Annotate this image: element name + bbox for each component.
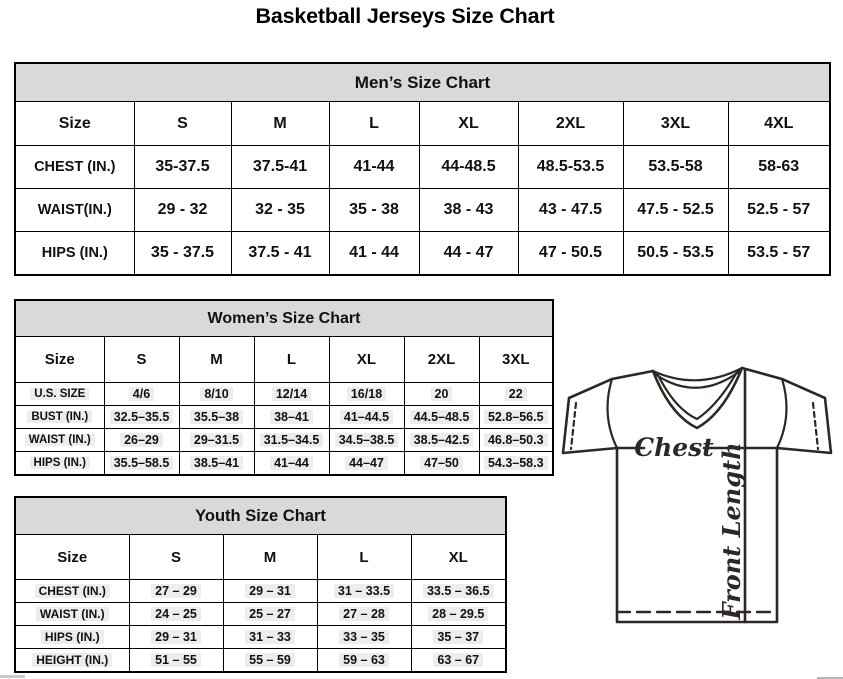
value-cell: 28 – 29.5 <box>428 607 488 621</box>
value-cell: 51 – 55 <box>151 653 201 667</box>
value-cell: 38 - 43 <box>443 201 494 218</box>
table-row <box>15 406 553 429</box>
right-armhole-seam <box>777 379 786 448</box>
jersey-outline-path <box>563 368 831 622</box>
youth-size-table <box>14 496 507 673</box>
value-cell: 37.5 - 41 <box>248 244 312 261</box>
column-header-cell: S <box>104 337 179 383</box>
value-cell: 63 – 67 <box>433 653 483 667</box>
value-cell: 44–47 <box>345 456 388 470</box>
column-header-cell: 3XL <box>623 102 728 146</box>
value-cell: 33.5 – 36.5 <box>423 584 494 598</box>
value-cell: 41 - 44 <box>349 244 399 261</box>
column-header-cell: M <box>223 535 317 580</box>
value-cell: 35-37.5 <box>155 158 210 175</box>
column-header-cell: 2XL <box>518 102 623 146</box>
value-cell: 52.5 - 57 <box>747 201 811 218</box>
value-cell: 31 – 33.5 <box>334 584 394 598</box>
table-row <box>15 146 830 189</box>
column-header-cell: XL <box>411 535 506 580</box>
left-armhole-seam <box>608 379 617 448</box>
table-row <box>15 603 506 626</box>
value-cell: 22 <box>505 387 527 401</box>
value-cell: 33 – 35 <box>339 630 389 644</box>
front-length-measure-label: Front Length <box>717 442 746 620</box>
value-cell: 35.5–58.5 <box>110 456 174 470</box>
value-cell: 26–29 <box>120 433 163 447</box>
value-cell: 55 – 59 <box>245 653 295 667</box>
column-header-cell: XL <box>419 102 518 146</box>
value-cell: 41–44 <box>270 456 313 470</box>
right-cuff-dashed-line <box>813 403 818 449</box>
table-title-band: Women’s Size Chart <box>15 300 553 337</box>
value-cell: 50.5 - 53.5 <box>637 244 714 261</box>
chest-measure-label: Chest <box>634 433 714 462</box>
column-header-cell: 3XL <box>479 337 553 383</box>
column-header-cell: S <box>134 102 231 146</box>
value-cell: 54.3–58.3 <box>484 456 548 470</box>
row-label: U.S. SIZE <box>30 388 89 400</box>
mens-size-table-container <box>14 62 831 276</box>
table-row <box>15 580 506 603</box>
value-cell: 25 – 27 <box>245 607 295 621</box>
value-cell: 53.5 - 57 <box>747 244 811 261</box>
value-cell: 41–44.5 <box>340 410 393 424</box>
value-cell: 24 – 25 <box>151 607 201 621</box>
table-row <box>15 626 506 649</box>
value-cell: 58-63 <box>758 158 800 175</box>
table-row <box>15 189 830 232</box>
column-header-cell: 4XL <box>728 102 830 146</box>
row-label: HIPS (IN.) <box>30 457 90 469</box>
value-cell: 46.8–50.3 <box>484 433 548 447</box>
value-cell: 53.5-58 <box>648 158 703 175</box>
value-cell: 4/6 <box>129 387 154 401</box>
value-cell: 32.5–35.5 <box>110 410 174 424</box>
youth-size-table-container <box>14 496 507 673</box>
row-label: HIPS (IN.) <box>41 630 104 644</box>
value-cell: 12/14 <box>272 387 311 401</box>
scrollbar-fragment-left <box>0 675 25 678</box>
row-label: BUST (IN.) <box>27 411 92 423</box>
value-cell: 52.8–56.5 <box>484 410 548 424</box>
mens-size-table <box>14 62 831 276</box>
row-label: WAIST (IN.) <box>25 434 95 446</box>
value-cell: 38.5–41 <box>190 456 243 470</box>
value-cell: 31 – 33 <box>245 630 295 644</box>
value-cell: 48.5-53.5 <box>536 158 605 175</box>
row-label: WAIST(IN.) <box>37 202 112 218</box>
size-header-cell: Size <box>15 535 129 580</box>
value-cell: 27 – 29 <box>151 584 201 598</box>
column-header-cell: L <box>329 102 419 146</box>
value-cell: 32 - 35 <box>255 201 305 218</box>
page-title: Basketball Jerseys Size Chart <box>255 4 555 28</box>
value-cell: 44.5–48.5 <box>410 410 474 424</box>
column-header-cell: M <box>231 102 329 146</box>
value-cell: 34.5–38.5 <box>335 433 399 447</box>
value-cell: 37.5-41 <box>252 158 308 175</box>
table-row <box>15 383 553 406</box>
value-cell: 59 – 63 <box>339 653 389 667</box>
row-label: CHEST (IN.) <box>35 584 110 598</box>
column-header-cell: 2XL <box>404 337 479 383</box>
value-cell: 16/18 <box>347 387 386 401</box>
value-cell: 8/10 <box>200 387 232 401</box>
value-cell: 38.5–42.5 <box>410 433 474 447</box>
value-cell: 44 - 47 <box>443 244 494 261</box>
table-title-band: Youth Size Chart <box>15 497 506 535</box>
size-header-cell: Size <box>15 102 134 146</box>
value-cell: 31.5–34.5 <box>260 433 324 447</box>
table-row <box>15 452 553 476</box>
value-cell: 43 - 47.5 <box>538 201 603 218</box>
value-cell: 29–31.5 <box>190 433 243 447</box>
column-header-cell: XL <box>329 337 404 383</box>
value-cell: 29 – 31 <box>151 630 201 644</box>
value-cell: 47–50 <box>420 456 463 470</box>
value-cell: 41-44 <box>353 158 395 175</box>
value-cell: 47.5 - 52.5 <box>637 201 714 218</box>
row-label: CHEST (IN.) <box>34 159 116 175</box>
value-cell: 35 - 37.5 <box>150 244 215 261</box>
womens-size-table <box>14 299 554 476</box>
value-cell: 27 – 28 <box>339 607 389 621</box>
value-cell: 35.5–38 <box>190 410 243 424</box>
value-cell: 35 - 38 <box>349 201 399 218</box>
table-row <box>15 649 506 673</box>
table-row <box>15 429 553 452</box>
size-header-cell: Size <box>15 337 104 383</box>
jersey-diagram <box>552 353 837 638</box>
table-row <box>15 232 830 276</box>
row-label: HEIGHT (IN.) <box>32 653 112 667</box>
column-header-cell: L <box>317 535 411 580</box>
column-header-cell: M <box>179 337 254 383</box>
value-cell: 29 - 32 <box>157 201 208 218</box>
row-label: WAIST (IN.) <box>36 607 109 621</box>
row-label: HIPS (IN.) <box>41 245 108 261</box>
value-cell: 44-48.5 <box>441 158 496 175</box>
left-cuff-dashed-line <box>571 403 576 449</box>
column-header-cell: S <box>129 535 223 580</box>
womens-size-table-container <box>14 299 554 476</box>
table-title-band: Men’s Size Chart <box>15 63 830 102</box>
value-cell: 38–41 <box>270 410 313 424</box>
value-cell: 20 <box>431 387 453 401</box>
value-cell: 47 - 50.5 <box>538 244 603 261</box>
value-cell: 35 – 37 <box>433 630 483 644</box>
value-cell: 29 – 31 <box>245 584 295 598</box>
column-header-cell: L <box>254 337 329 383</box>
